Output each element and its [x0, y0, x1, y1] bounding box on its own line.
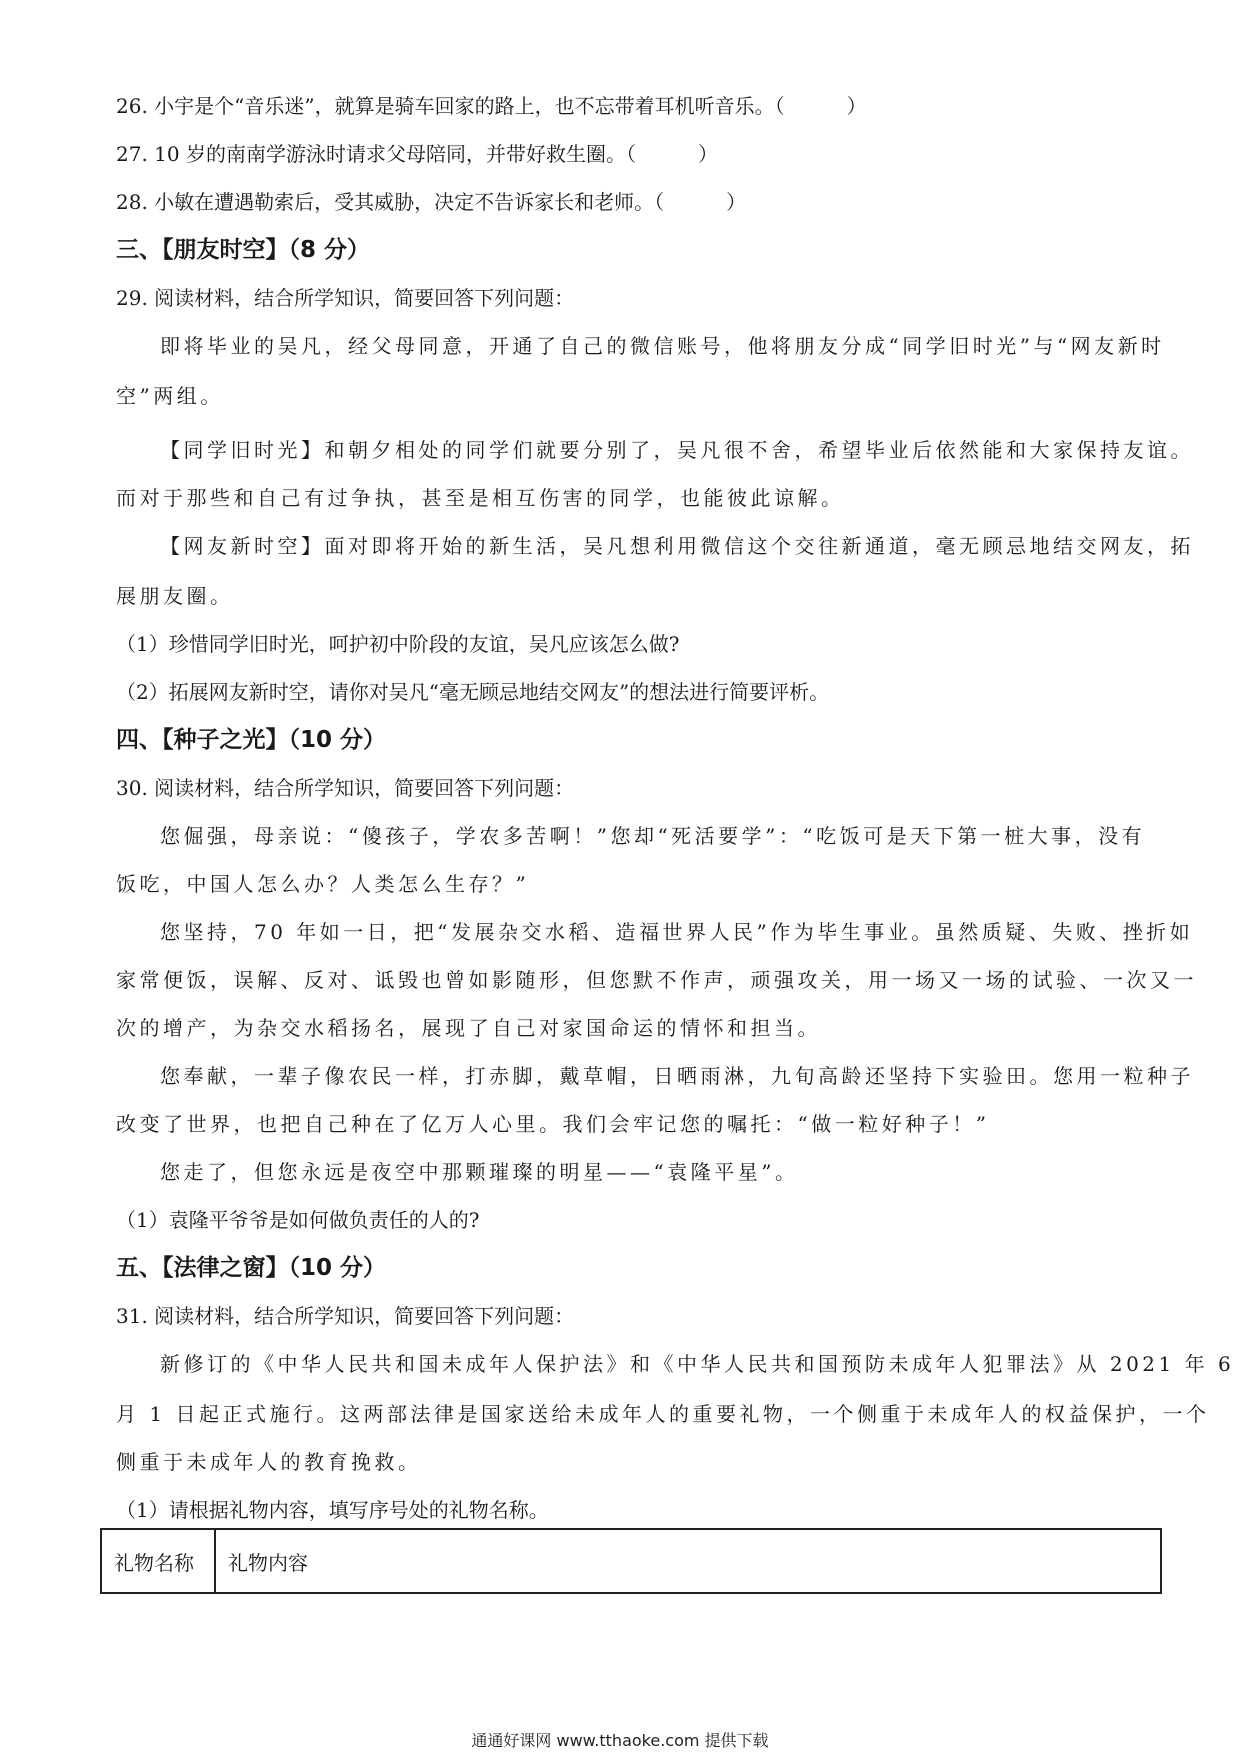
- section-3-title: 三、【朋友时空】（8 分）: [116, 237, 371, 263]
- footer-text: 通通好课网 www.tthaoke.com 提供下载: [471, 1731, 769, 1750]
- section-4-title: 四、【种子之光】（10 分）: [116, 727, 387, 753]
- material-paragraph: 家常便饭，误解、反对、诋毁也曾如影随形，但您默不作声，顽强攻关，用一场又一场的试验、一次又一: [116, 968, 1197, 992]
- table-header-gift-content: 礼物内容: [215, 1529, 1161, 1593]
- material-paragraph: 您倔强，母亲说：“傻孩子，学农多苦啊！”您却“死活要学”：“吃饭可是天下第一桩大事，没有: [160, 824, 1146, 848]
- sub-question: （1）袁隆平爷爷是如何做负责任的人的?: [116, 1208, 480, 1232]
- table-row: [101, 1529, 1161, 1593]
- material-paragraph: 而对于那些和自己有过争执，甚至是相互伤害的同学，也能彼此谅解。: [116, 486, 845, 510]
- material-paragraph: 【同学旧时光】和朝夕相处的同学们就要分别了，吴凡很不舍，希望毕业后依然能和大家保持友谊。: [160, 438, 1194, 462]
- section-5-title: 五、【法律之窗】（10 分）: [116, 1255, 387, 1281]
- material-paragraph: 饭吃，中国人怎么办？人类怎么生存？”: [116, 872, 530, 896]
- material-paragraph: 次的增产，为杂交水稻扬名，展现了自己对家国命运的情怀和担当。: [116, 1016, 821, 1040]
- question-30: 30. 阅读材料，结合所学知识，简要回答下列问题：: [116, 776, 575, 800]
- material-paragraph: 空”两组。: [116, 384, 224, 408]
- material-paragraph: 改变了世界，也把自己种在了亿万人心里。我们会牢记您的嘱托：“做一粒好种子！”: [116, 1112, 990, 1136]
- question-29: 29. 阅读材料，结合所学知识，简要回答下列问题：: [116, 286, 575, 310]
- material-paragraph: 您奉献，一辈子像农民一样，打赤脚，戴草帽，日晒雨淋，九旬高龄还坚持下实验田。您用一粒种子: [160, 1064, 1194, 1088]
- material-paragraph: 侧重于未成年人的教育挽救。: [116, 1450, 422, 1474]
- material-paragraph: 展朋友圈。: [116, 584, 234, 608]
- material-paragraph: 即将毕业的吴凡，经父母同意，开通了自己的微信账号，他将朋友分成“同学旧时光”与“网友新时: [160, 334, 1165, 358]
- material-paragraph: 您坚持，70 年如一日，把“发展杂交水稻、造福世界人民”作为毕生事业。虽然质疑、失败、挫折如: [160, 920, 1194, 944]
- gift-table: [100, 1528, 1162, 1594]
- table-header-gift-name: 礼物名称: [101, 1529, 215, 1593]
- material-paragraph: 新修订的《中华人民共和国未成年人保护法》和《中华人民共和国预防未成年人犯罪法》从 2021 年 6: [160, 1352, 1235, 1376]
- material-paragraph: 您走了，但您永远是夜空中那颗璀璨的明星——“袁隆平星”。: [160, 1160, 799, 1184]
- sub-question: （1）珍惜同学旧时光，呵护初中阶段的友谊，吴凡应该怎么做?: [116, 632, 680, 656]
- question-31: 31. 阅读材料，结合所学知识，简要回答下列问题：: [116, 1304, 575, 1328]
- material-paragraph: 【网友新时空】面对即将开始的新生活，吴凡想利用微信这个交往新通道，毫无顾忌地结交网友，拓: [160, 534, 1194, 558]
- question-27: 27. 10 岁的南南学游泳时请求父母陪同，并带好救生圈。（ ）: [116, 142, 718, 166]
- question-26: 26. 小宇是个“音乐迷”，就算是骑车回家的路上，也不忘带着耳机听音乐。（ ）: [116, 94, 867, 118]
- sub-question: （1）请根据礼物内容，填写序号处的礼物名称。: [116, 1498, 549, 1522]
- question-28: 28. 小敏在遭遇勒索后，受其威胁，决定不告诉家长和老师。（ ）: [116, 190, 747, 214]
- sub-question: （2）拓展网友新时空，请你对吴凡“毫无顾忌地结交网友”的想法进行简要评析。: [116, 680, 830, 704]
- material-paragraph: 月 1 日起正式施行。这两部法律是国家送给未成年人的重要礼物，一个侧重于未成年人的权益保护，一个: [116, 1402, 1210, 1426]
